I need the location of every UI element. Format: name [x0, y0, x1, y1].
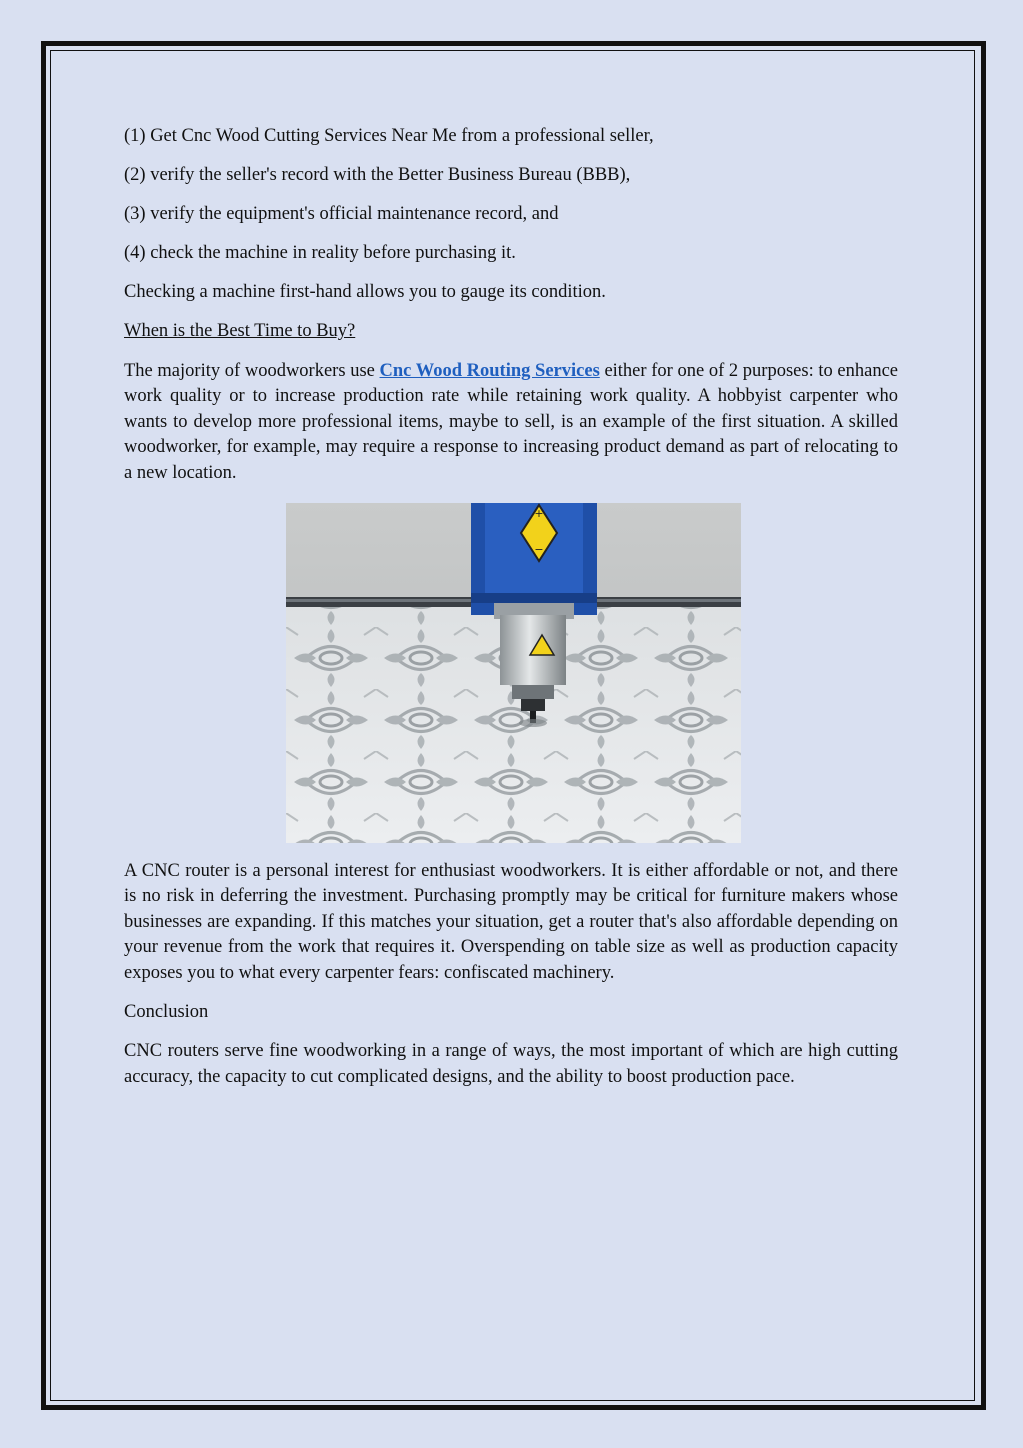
- cnc-router-image: [286, 503, 741, 843]
- svg-text:+: +: [534, 506, 544, 520]
- list-item: (2) verify the seller's record with the Better Business Bureau (BBB),: [124, 165, 631, 186]
- cnc-wood-routing-services-link[interactable]: Cnc Wood Routing Services: [379, 360, 600, 381]
- woodworkers-paragraph: [124, 359, 898, 487]
- section-heading: When is the Best Time to Buy?: [124, 321, 356, 342]
- paragraph-text-before-link: The majority of woodworkers use: [124, 360, 380, 381]
- checking-paragraph: Checking a machine first-hand allows you to gauge its condition.: [124, 282, 606, 303]
- conclusion-heading: Conclusion: [124, 1002, 209, 1022]
- conclusion-paragraph: CNC routers serve fine woodworking in a range of ways, the most important of which are high cutting accuracy, the capacity to cut complicated designs, and the ability to boost production pace.: [124, 1041, 898, 1087]
- svg-text:−: −: [534, 542, 544, 556]
- cnc-router-paragraph: A CNC router is a personal interest for enthusiast woodworkers. It is either affordable or not, and there is no risk in deferring the investment. Purchasing promptly may be critical for furniture makers whose businesses are expanding. If this matches your situation, get a router that's also affordable depending on your revenue from the work that requires it. Overspending on table size as well as production capacity exposes you to what every carpenter fears: confiscated machinery.: [124, 860, 898, 983]
- paragraph-text-after-link: either for one of 2 purposes: to enhance work quality or to increase production rate while retaining work quality. A hobbyist carpenter who wants to develop more professional items, maybe to sell, is an example of the first situation. A skilled woodworker, for example, may require a response to increasing product demand as part of relocating to a new location.: [124, 360, 899, 483]
- list-item: (4) check the machine in reality before purchasing it.: [124, 243, 516, 264]
- document-body: [124, 124, 898, 1104]
- list-item: (1) Get Cnc Wood Cutting Services Near Me from a professional seller,: [124, 126, 654, 146]
- list-item: (3) verify the equipment's official maintenance record, and: [124, 204, 559, 225]
